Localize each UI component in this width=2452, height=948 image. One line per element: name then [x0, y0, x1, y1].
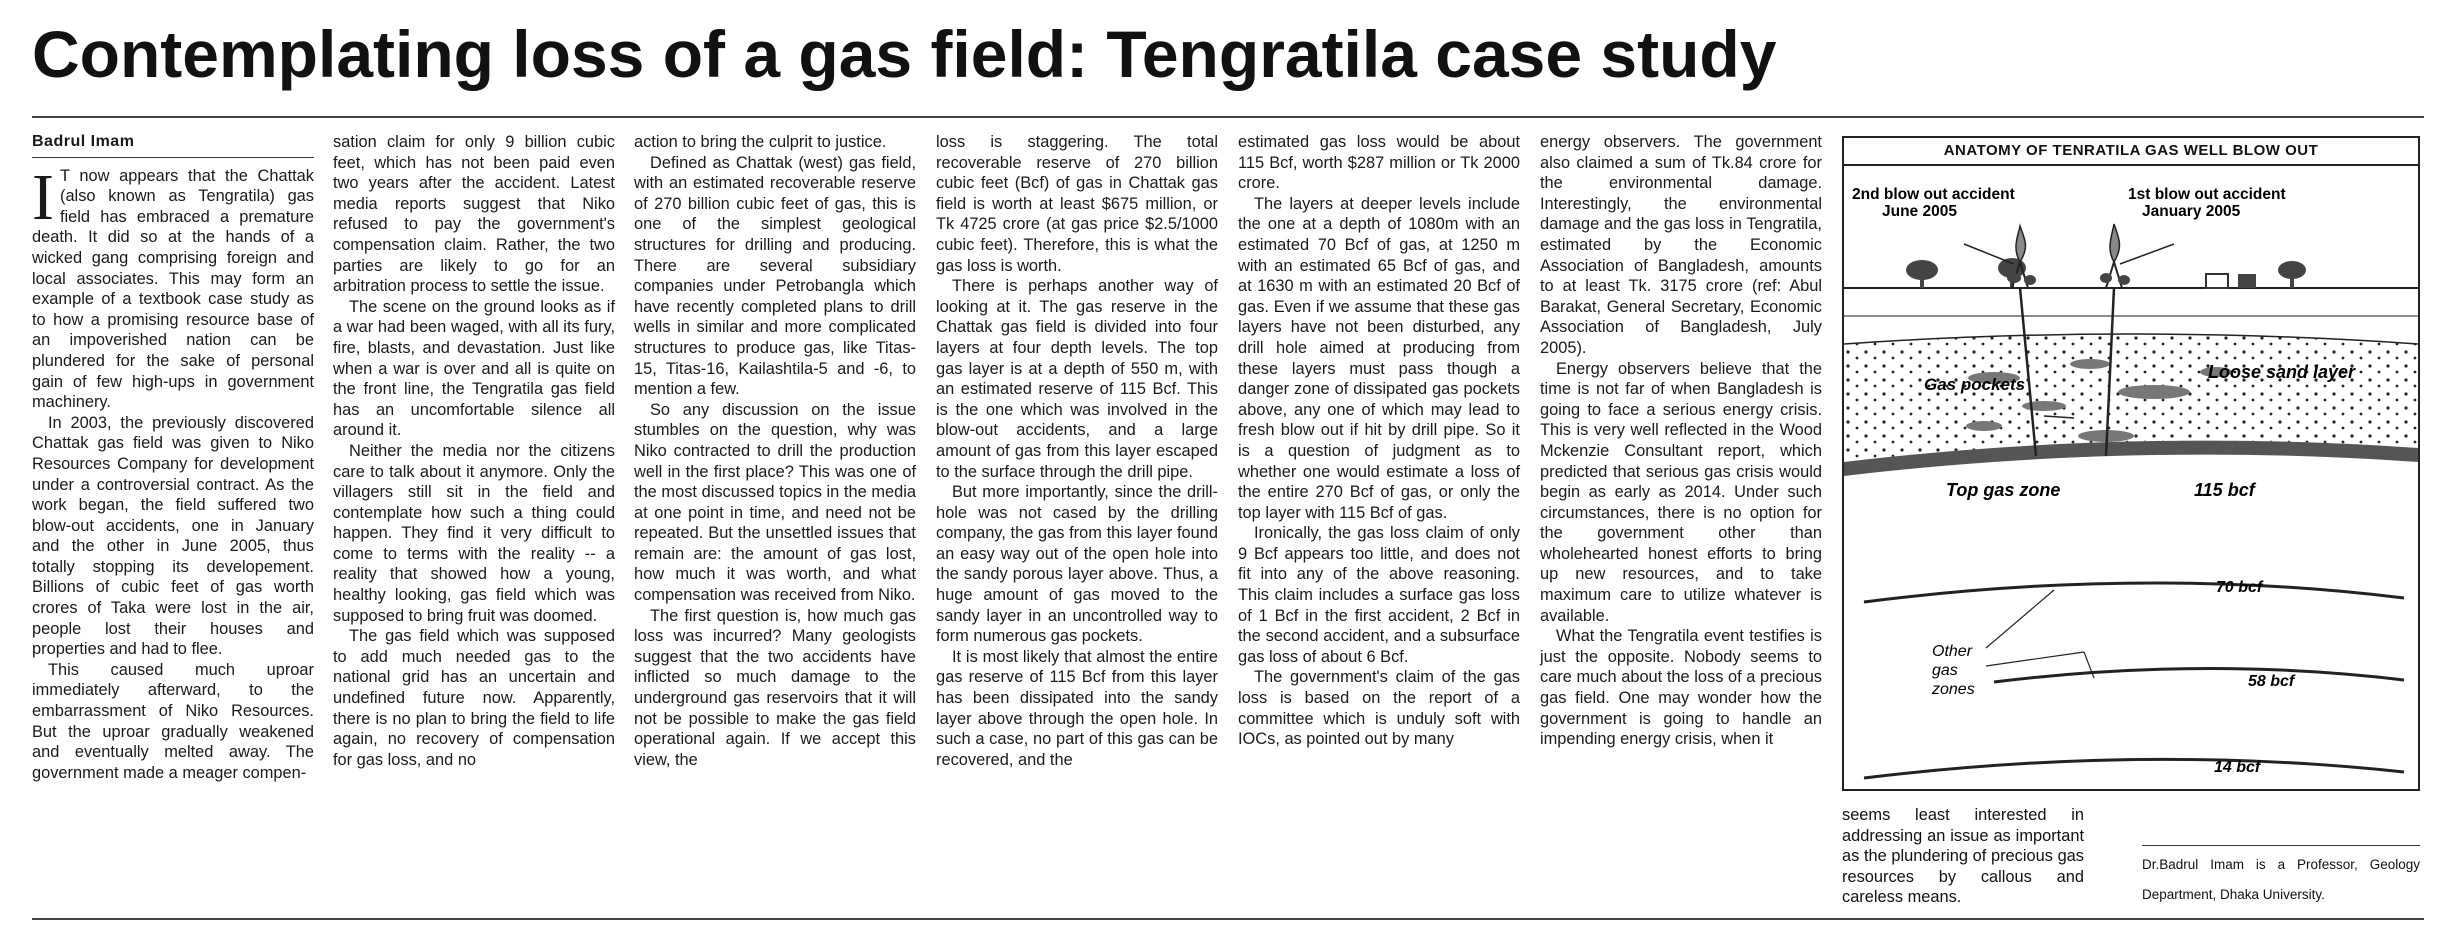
rig-2-icon [2007, 226, 2036, 288]
paragraph: T now appears that the Chattak (also known as Tengratila) gas field has embraced a premature death. It did so at the hands of a wicked gang comprising foreign and local associates. This may form an example of a textbook case study as to how a promising resource base of an impoverished nation can be plundered for the sake of personal gain of few high-ups in government machinery. [32, 166, 314, 412]
article-column-3 [634, 132, 916, 770]
headline: Contemplating loss of a gas field: Tengratila case study [32, 17, 1777, 91]
paragraph: So any discussion on the issue stumbles on the question, why was Niko contracted to drill the production well in the first place? This was one of the most discussed topics in the media at one point in time, and need not be repeated. But the unsettled issues that remain are: the amount of gas lost, how much it was worth, and what compensation was received from Niko. [634, 400, 916, 605]
blowout-diagram [1842, 136, 2420, 791]
other-zones-label-1: Other [1932, 643, 1973, 660]
gas-layer-14-value: 14 bcf [2214, 759, 2261, 776]
accident-1-label: 1st blow out accident [2128, 186, 2286, 203]
house-icon [2206, 274, 2256, 288]
paragraph: What the Tengratila event testifies is just the opposite. Nobody seems to care much about the loss of a precious gas field. One may wonder how the government is going to handle an impending energy crisis, when it [1540, 627, 1822, 749]
top-rule [32, 116, 2424, 118]
gas-layer-58 [1994, 668, 2404, 682]
paragraph: This caused much uproar immediately afterward, to the embarrassment of Niko Resources. But the uproar gradually weakened and eventually melted away. The government made a meager compen- [32, 660, 314, 782]
article-tail: seems least interested in addressing an issue as important as the plundering of precious gas resources by callous and careless means. [1842, 806, 2084, 907]
rig-1-icon [2100, 224, 2130, 288]
accident-2-date: June 2005 [1882, 203, 1957, 220]
gas-layer-70-value: 70 bcf [2216, 579, 2263, 596]
top-gas-zone-label: Top gas zone [1946, 480, 2061, 500]
gas-layer-70 [1864, 583, 2404, 602]
gas-layer-58-value: 58 bcf [2248, 673, 2295, 690]
diagram-title: ANATOMY OF TENRATILA GAS WELL BLOW OUT [1844, 138, 2418, 166]
other-zones-label-2: gas [1932, 662, 1958, 679]
tree-icon [1906, 260, 1938, 288]
paragraph: energy observers. The government also claimed a sum of Tk.84 crore for the environmental damage. Interestingly, the environmental damage and the gas loss in Tengratila, estimated by the Economic Association of Bangladesh, amounts to at least Tk. 3175 crore (ref: Abul Barakat, General Secretary, Economic Association of Bangladesh, July 2005). [1540, 133, 1822, 357]
top-gas-zone-value: 115 bcf [2194, 480, 2255, 500]
paragraph: The gas field which was supposed to add much needed gas to the national grid has an uncertain and undefined future now. Apparently, there is no plan to bring the field to life again, no recovery of compensation for gas loss, and no [333, 627, 615, 769]
accident-2-label: 2nd blow out accident [1852, 186, 2015, 203]
paragraph: estimated gas loss would be about 115 Bcf, worth $287 million or Tk 2000 crore. [1238, 133, 1520, 193]
paragraph: Ironically, the gas loss claim of only 9 Bcf appears too little, and does not fit into any of the above reasoning. This claim includes a surface gas loss of 1 Bcf in the first accident, 2 Bcf in the second accident, and a subsurface gas loss of about 6 Bcf. [1238, 524, 1520, 666]
paragraph: The government's claim of the gas loss is based on the report of a committee which is unduly soft with IOCs, as pointed out by many [1238, 668, 1520, 749]
callout-line [1964, 244, 2014, 264]
dropcap: I [32, 160, 54, 234]
paragraph: The layers at deeper levels include the one at a depth of 1080m with an estimated 70 Bcf of gas, at 1250 m with an estimated 65 Bcf of gas, and at 1630 m with an estimated 20 Bcf of gas. Even if we assume that these gas layers have not been disturbed, any drill hole aimed at producing from these layers must pass though a danger zone of dissipated gas pockets above, any one of which may lead to fresh blow out if hit by drill pipe. So it is a question of judgment as to whether one would estimate a loss of the entire 270 Bcf of gas, or only the top layer with 115 Bcf of gas. [1238, 194, 1520, 522]
byline: Badrul Imam [32, 132, 314, 158]
article-column-6 [1540, 132, 1822, 750]
article-column-5 [1238, 132, 1520, 750]
loose-sand-label: Loose sand layer [2208, 362, 2356, 382]
paragraph: sation claim for only 9 billion cubic feet, which has not been paid even two years after the accident. Latest media reports suggest that Niko refused to pay the government's compensation claim. Rather, the two parties are likely to go for an arbitration process to settle the issue. [333, 133, 615, 296]
article-column-4 [936, 132, 1218, 770]
bottom-rule [32, 918, 2424, 920]
paragraph: It is most likely that almost the entire gas reserve of 115 Bcf from this layer has been dissipated into the sandy layer above through the open hole. In such a case, no part of this gas can be recovered, and the [936, 647, 1218, 769]
article-column-2 [333, 132, 615, 770]
callout-line [2120, 244, 2174, 264]
paragraph: Energy observers believe that the time is not far of when Bangladesh is going to face a serious energy crisis. This is very well reflected in the Wood Mckenzie Consultant report, which predicted that serious gas crisis would begin as early as 2014. Under such circumstances, there is no option for the government other than wholehearted honest efforts to bring up new resources, and to take maximum care to utilize whatever is available. [1540, 359, 1822, 625]
paragraph: In 2003, the previously discovered Chattak gas field was given to Niko Resources Company for development under a controversial contract. As the work began, the field suffered two blow-out accidents, one in January and the other in June 2005, thus totally stopping its developement. Billions of cubic feet of gas worth crores of Taka were lost in the air, people lost their houses and properties and had to flee. [32, 413, 314, 659]
pointer-line [1986, 590, 2054, 648]
paragraph: But more importantly, since the drill-hole was not cased by the drilling company, the gas from this layer found an easy way out of the open hole into the sandy porous layer above. Thus, a huge amount of gas moved to the sandy layer in an uncontrolled way to form numerous gas pockets. [936, 483, 1218, 646]
paragraph: The first question is, how much gas loss was incurred? Many geologists suggest that the two accidents have inflicted so much damage to the underground gas reservoirs that it will not be possible to make the gas field operational again. If we accept this view, the [634, 606, 916, 769]
gas-pockets-label: Gas pockets [1924, 375, 2026, 394]
gas-layer-14 [1864, 759, 2404, 778]
diagram-drawing [1844, 166, 2418, 789]
paragraph: Defined as Chattak (west) gas field, with an estimated recoverable reserve of 270 billion cubic feet of gas, this is one of the simplest geological structures for drilling and producing. There are several subsidiary companies under Petrobangla which have recently completed plans to drill wells in similar and more complicated structures to produce gas, like Titas-15, Titas-16, Kailashtila-5 and -6, to mention a few. [634, 153, 916, 399]
accident-1-date: January 2005 [2142, 203, 2241, 220]
paragraph: action to bring the culprit to justice. [634, 133, 887, 151]
article-column-1 [32, 132, 314, 783]
paragraph: loss is staggering. The total recoverable reserve of 270 billion cubic feet (Bcf) of gas in Chattak gas field is worth at least $675 million, or Tk 4725 crore (at gas price $2.5/1000 cubic feet). Therefore, this is what the gas loss is worth. [936, 133, 1218, 275]
paragraph: There is perhaps another way of looking at it. The gas reserve in the Chattak gas field is divided into four layers at four depth levels. The top gas layer is at a depth of 550 m, with an estimated reserve of 115 Bcf. This is the one which was involved in the blow-out accidents, and a large amount of gas from this layer escaped to the surface through the drill pipe. [936, 277, 1218, 481]
paragraph: The scene on the ground looks as if a war had been waged, with all its fury, fire, blasts, and devastation. Just like when a war is over and all is quite on the front line, the Tengratila gas field has an uncomfortable silence all around it. [333, 297, 615, 440]
paragraph: Neither the media nor the citizens care to talk about it anymore. Only the villagers still sit in the field and contemplate how such a thing could happen. They find it very difficult to come to terms with the reality -- a reality that showed how a young, healthy looking, gas field which was supposed to bring fruit was doomed. [333, 441, 615, 625]
other-zones-label-3: zones [1932, 681, 1975, 698]
author-bio: Dr.Badrul Imam is a Professor, Geology Department, Dhaka University. [2142, 845, 2420, 910]
tree-icon [2278, 261, 2306, 288]
pointer-line [1986, 652, 2084, 666]
